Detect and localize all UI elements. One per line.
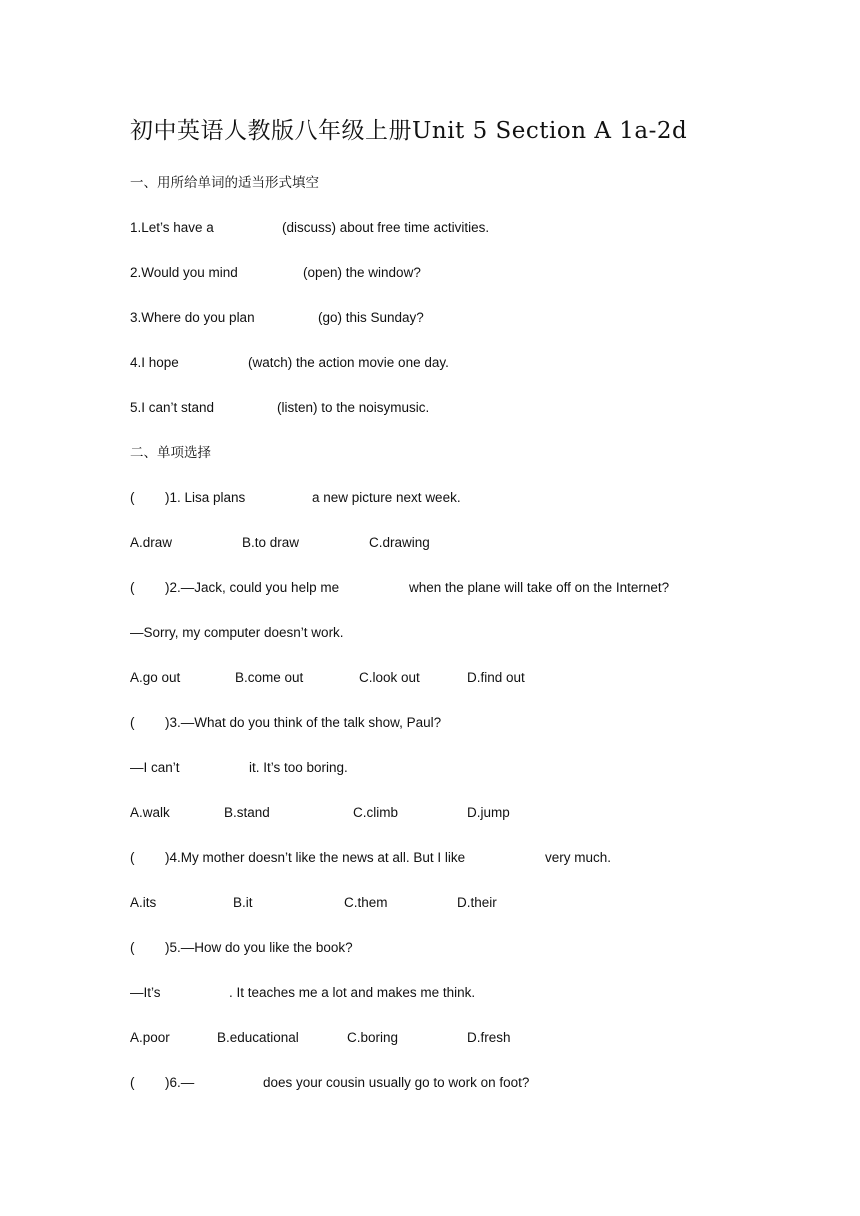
option-a: A.poor bbox=[130, 1030, 170, 1045]
answer-paren-open: ( bbox=[130, 1075, 135, 1090]
fill-item-text: (discuss) about free time activities. bbox=[282, 220, 490, 235]
option-c: C.look out bbox=[359, 670, 420, 685]
option-b: B.stand bbox=[224, 805, 270, 820]
fill-item-text: 5.I can’t stand bbox=[130, 400, 215, 415]
question-text: )3.—What do you think of the talk show, Paul? bbox=[165, 715, 442, 730]
question-text: a new picture next week. bbox=[312, 490, 461, 505]
option-c: C.boring bbox=[347, 1030, 399, 1045]
reply-text: —I can’t bbox=[130, 760, 180, 775]
question-text: )6.— bbox=[165, 1075, 195, 1090]
answer-paren-open: ( bbox=[130, 580, 135, 595]
option-a: A.go out bbox=[130, 670, 181, 685]
question-text: )5.—How do you like the book? bbox=[165, 940, 353, 955]
question-text: )1. Lisa plans bbox=[165, 490, 246, 505]
option-b: B.come out bbox=[235, 670, 304, 685]
answer-paren-open: ( bbox=[130, 940, 135, 955]
option-d: D.find out bbox=[467, 670, 525, 685]
option-a: A.its bbox=[130, 895, 157, 910]
fill-item-text: 1.Let’s have a bbox=[130, 220, 214, 235]
reply-text: . It teaches me a lot and makes me think. bbox=[229, 985, 476, 1000]
fill-item-text: 4.I hope bbox=[130, 355, 179, 370]
question-text: very much. bbox=[545, 850, 612, 865]
option-b: B.to draw bbox=[242, 535, 300, 550]
fill-item-text: (watch) the action movie one day. bbox=[248, 355, 449, 370]
option-d: D.their bbox=[457, 895, 497, 910]
question-text: does your cousin usually go to work on foot? bbox=[263, 1075, 530, 1090]
option-c: C.climb bbox=[353, 805, 399, 820]
reply-text: it. It’s too boring. bbox=[249, 760, 348, 775]
question-2-reply: —Sorry, my computer doesn’t work. bbox=[130, 625, 344, 640]
option-d: D.fresh bbox=[467, 1030, 511, 1045]
section2-heading: 二、单项选择 bbox=[130, 445, 211, 461]
fill-item-text: 3.Where do you plan bbox=[130, 310, 255, 325]
reply-text: —It’s bbox=[130, 985, 161, 1000]
answer-paren-open: ( bbox=[130, 850, 135, 865]
fill-item-text: (go) this Sunday? bbox=[318, 310, 424, 325]
document-title: 初中英语人教版八年级上册Unit 5 Section A 1a-2d bbox=[130, 118, 688, 144]
option-c: C.drawing bbox=[369, 535, 430, 550]
fill-item-text: (open) the window? bbox=[303, 265, 421, 280]
option-d: D.jump bbox=[467, 805, 510, 820]
option-c: C.them bbox=[344, 895, 388, 910]
fill-item-text: (listen) to the noisymusic. bbox=[277, 400, 430, 415]
option-b: B.it bbox=[233, 895, 253, 910]
section1-heading: 一、用所给单词的适当形式填空 bbox=[130, 175, 319, 191]
answer-paren-open: ( bbox=[130, 715, 135, 730]
option-a: A.walk bbox=[130, 805, 170, 820]
question-text: )4.My mother doesn’t like the news at all. But I like bbox=[165, 850, 466, 865]
option-a: A.draw bbox=[130, 535, 173, 550]
question-text: when the plane will take off on the Internet? bbox=[409, 580, 670, 595]
answer-paren-open: ( bbox=[130, 490, 135, 505]
option-b: B.educational bbox=[217, 1030, 299, 1045]
question-text: )2.—Jack, could you help me bbox=[165, 580, 340, 595]
fill-item-text: 2.Would you mind bbox=[130, 265, 238, 280]
